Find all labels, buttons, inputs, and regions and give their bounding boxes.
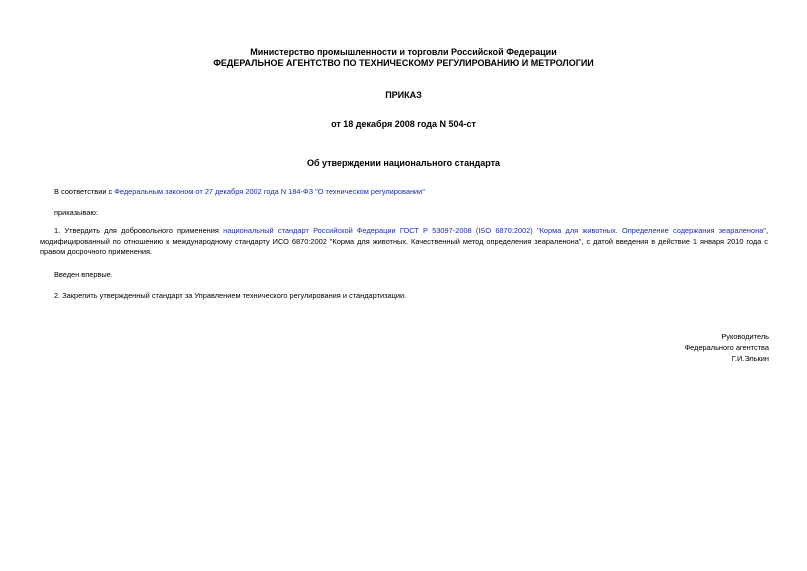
item1-prefix: 1. Утвердить для добровольного применения [54, 226, 224, 235]
signature-position-line2: Федерального агентства [684, 343, 769, 352]
document-type: ПРИКАЗ [385, 90, 422, 100]
order-word: приказываю: [54, 208, 98, 217]
agency-title: ФЕДЕРАЛЬНОЕ АГЕНТСТВО ПО ТЕХНИЧЕСКОМУ РЕГУЛИРОВАНИЮ И МЕТРОЛОГИИ [213, 58, 594, 68]
gost-standard-link[interactable]: национальный стандарт Российской Федерации ГОСТ Р 53097-2008 (ISO 6870:2002) "Корма для животных. Определение содержания зеараленона" [223, 226, 766, 235]
signature-name: Г.И.Элькин [731, 354, 769, 363]
document-date-number: от 18 декабря 2008 года N 504-ст [331, 119, 476, 129]
signature-block [569, 331, 769, 364]
ministry-title: Министерство промышленности и торговли Российской Федерации [250, 47, 557, 57]
basis-prefix: В соответствии с [54, 187, 115, 196]
basis-paragraph [54, 187, 425, 196]
item1-rest: , модифицированный по отношению к международному стандарту ИСО 6870:2002 "Корма для животных. Качественный метод определения зеараленона", с датой введения в действие 1 января 2010 года с правом досрочного применения. [40, 226, 768, 256]
signature-position-line1: Руководитель [721, 332, 769, 341]
federal-law-link[interactable]: Федеральным законом от 27 декабря 2002 года N 184-ФЗ "О техническом регулировании" [114, 187, 425, 196]
item2-paragraph: 2. Закрепить утвержденный стандарт за Управлением технического регулирования и стандартизации. [54, 291, 407, 300]
first-introduced-note: Введен впервые. [54, 270, 113, 279]
item1-paragraph [40, 226, 768, 258]
document-subject: Об утверждении национального стандарта [306, 158, 501, 168]
